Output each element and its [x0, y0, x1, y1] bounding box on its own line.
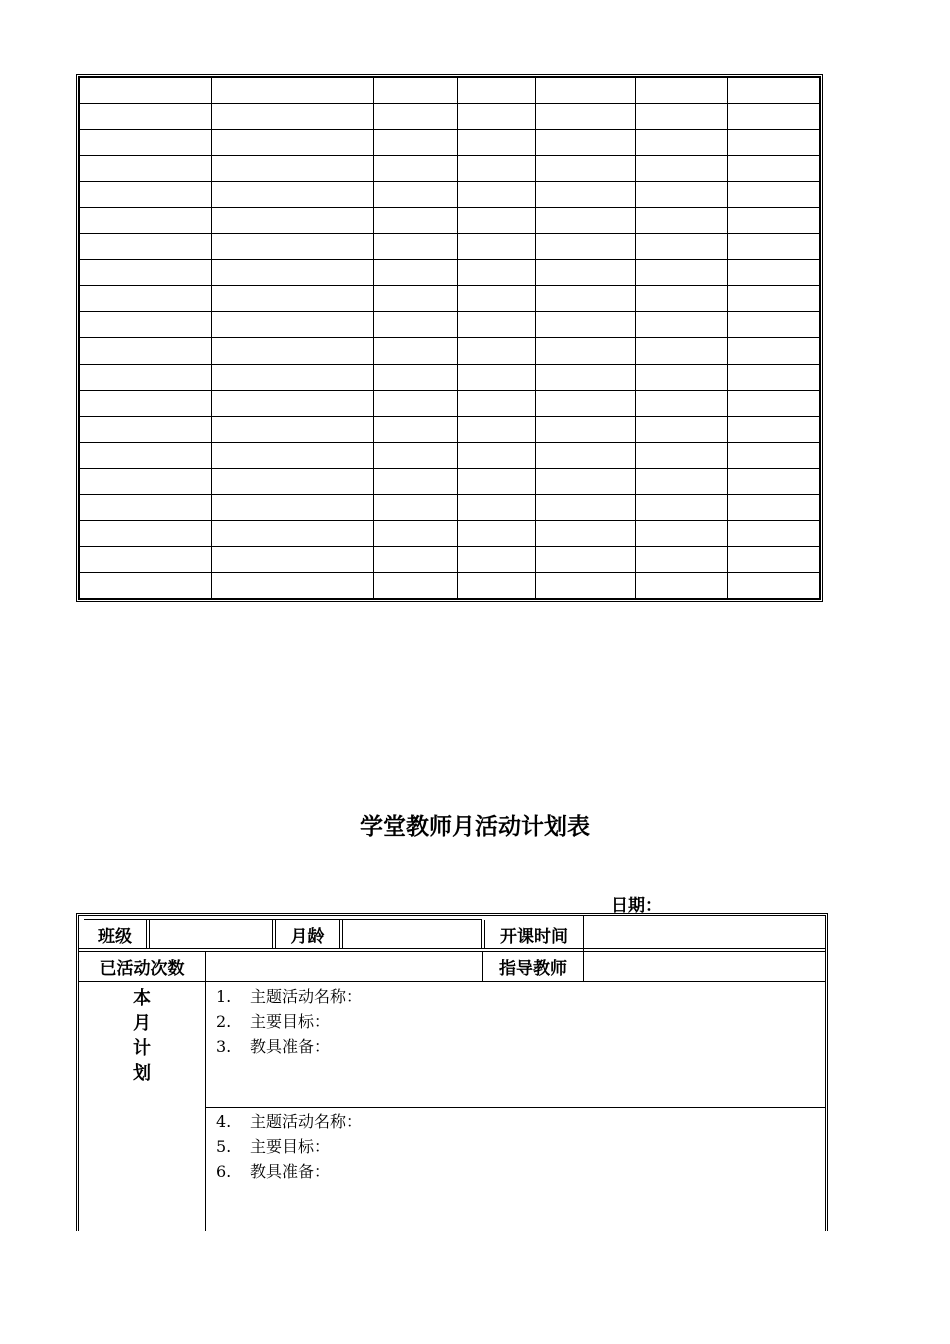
item-text: 主题活动名称： [250, 1112, 363, 1131]
table-cell[interactable] [458, 208, 536, 234]
table-cell[interactable] [212, 234, 374, 260]
table-cell[interactable] [80, 468, 212, 494]
table-row [80, 182, 820, 208]
item-text: 主题活动名称： [250, 987, 363, 1006]
table-row [80, 416, 820, 442]
table-cell[interactable] [458, 442, 536, 468]
table-cell[interactable] [458, 468, 536, 494]
class-field[interactable] [150, 920, 272, 948]
table-cell[interactable] [536, 286, 636, 312]
table-cell[interactable] [80, 286, 212, 312]
table-cell[interactable] [80, 78, 212, 104]
table-cell[interactable] [458, 338, 536, 364]
table-cell[interactable] [728, 234, 820, 260]
table-cell[interactable] [212, 156, 374, 182]
table-cell[interactable] [212, 182, 374, 208]
table-row [80, 572, 820, 598]
table-cell[interactable] [636, 208, 728, 234]
activity-count-label: 已活动次数 [99, 959, 185, 979]
plan-label-char: 计 [133, 1038, 151, 1059]
table-cell[interactable] [536, 546, 636, 572]
start-time-field[interactable] [584, 920, 824, 948]
list-item [216, 1159, 362, 1184]
table-cell[interactable] [374, 520, 458, 546]
table-cell[interactable] [80, 494, 212, 520]
list-item [216, 984, 362, 1009]
list-item [216, 1109, 362, 1134]
table-cell[interactable] [212, 546, 374, 572]
table-cell[interactable] [374, 572, 458, 598]
table-cell[interactable] [536, 156, 636, 182]
table-cell[interactable] [374, 390, 458, 416]
table-cell[interactable] [212, 416, 374, 442]
table-cell[interactable] [536, 78, 636, 104]
table-cell[interactable] [80, 234, 212, 260]
table-cell[interactable] [458, 78, 536, 104]
table-cell[interactable] [80, 390, 212, 416]
table-row [80, 390, 820, 416]
table-row [80, 130, 820, 156]
table-cell[interactable] [636, 416, 728, 442]
table-cell[interactable] [80, 208, 212, 234]
table-cell[interactable] [458, 130, 536, 156]
table-cell[interactable] [458, 572, 536, 598]
table-row [80, 208, 820, 234]
table-row [80, 546, 820, 572]
age-label: 月龄 [290, 926, 325, 947]
table-cell[interactable] [80, 156, 212, 182]
table-cell[interactable] [212, 130, 374, 156]
table-row [80, 520, 820, 546]
table-cell[interactable] [728, 572, 820, 598]
table-row [80, 156, 820, 182]
table-cell[interactable] [728, 494, 820, 520]
teacher-field[interactable] [584, 952, 824, 981]
table-cell[interactable] [636, 156, 728, 182]
table-cell[interactable] [80, 364, 212, 390]
table-cell[interactable] [536, 338, 636, 364]
table-cell[interactable] [374, 130, 458, 156]
table-cell[interactable] [536, 182, 636, 208]
table-row [80, 260, 820, 286]
table-cell[interactable] [728, 104, 820, 130]
table-cell[interactable] [374, 208, 458, 234]
plan-label-char: 月 [133, 1013, 151, 1034]
table-cell[interactable] [636, 520, 728, 546]
table-cell[interactable] [636, 312, 728, 338]
table-cell[interactable] [80, 260, 212, 286]
plan-label-char: 本 [133, 988, 151, 1009]
list-item [216, 1009, 362, 1034]
class-label: 班级 [98, 926, 132, 947]
table-cell[interactable] [80, 312, 212, 338]
table-cell[interactable] [636, 468, 728, 494]
table-cell[interactable] [636, 338, 728, 364]
table-cell[interactable] [458, 234, 536, 260]
table-cell[interactable] [536, 312, 636, 338]
table-cell[interactable] [728, 468, 820, 494]
table-cell[interactable] [374, 156, 458, 182]
table-cell[interactable] [536, 416, 636, 442]
rule [79, 948, 825, 949]
table-cell[interactable] [80, 546, 212, 572]
table-row [80, 364, 820, 390]
table-cell[interactable] [80, 182, 212, 208]
table-cell[interactable] [374, 312, 458, 338]
table-cell[interactable] [374, 494, 458, 520]
plan-label-char: 划 [133, 1063, 151, 1084]
table-cell[interactable] [212, 390, 374, 416]
table-cell[interactable] [374, 182, 458, 208]
rule [79, 981, 825, 982]
table-cell[interactable] [212, 364, 374, 390]
item-number: 5. [216, 1137, 232, 1156]
table-cell[interactable] [80, 572, 212, 598]
item-text: 主要目标： [250, 1137, 331, 1156]
table-cell[interactable] [458, 156, 536, 182]
table-cell[interactable] [458, 546, 536, 572]
table-cell[interactable] [212, 78, 374, 104]
table-cell[interactable] [212, 286, 374, 312]
table-cell[interactable] [536, 364, 636, 390]
table-cell[interactable] [728, 312, 820, 338]
table-cell[interactable] [636, 286, 728, 312]
table-cell[interactable] [728, 182, 820, 208]
table-cell[interactable] [536, 494, 636, 520]
table-cell[interactable] [728, 520, 820, 546]
table-cell[interactable] [374, 338, 458, 364]
table-cell[interactable] [728, 130, 820, 156]
rule [206, 1107, 825, 1108]
plan-block-2[interactable] [216, 1109, 362, 1184]
table-cell[interactable] [636, 546, 728, 572]
blank-record-grid [76, 74, 823, 602]
item-number: 1. [216, 987, 232, 1006]
table-row [80, 78, 820, 104]
table-cell[interactable] [536, 260, 636, 286]
table-cell[interactable] [536, 442, 636, 468]
item-number: 2. [216, 1012, 232, 1031]
table-row [80, 468, 820, 494]
table-cell[interactable] [80, 520, 212, 546]
form-title: 学堂教师月活动计划表 [360, 814, 590, 840]
table-cell[interactable] [536, 572, 636, 598]
table-cell[interactable] [80, 442, 212, 468]
table-cell[interactable] [374, 364, 458, 390]
table-cell[interactable] [536, 390, 636, 416]
table-cell[interactable] [458, 104, 536, 130]
table-cell[interactable] [80, 416, 212, 442]
table-cell[interactable] [536, 468, 636, 494]
table-cell[interactable] [212, 442, 374, 468]
table-cell[interactable] [374, 78, 458, 104]
table-row [80, 442, 820, 468]
plan-form [76, 913, 828, 1231]
table-cell[interactable] [728, 156, 820, 182]
item-number: 3. [216, 1037, 232, 1056]
table-cell[interactable] [458, 416, 536, 442]
table-row [80, 234, 820, 260]
table-cell[interactable] [458, 312, 536, 338]
table-cell[interactable] [636, 390, 728, 416]
table-cell[interactable] [636, 364, 728, 390]
table-cell[interactable] [536, 104, 636, 130]
rule [84, 919, 482, 920]
table-cell[interactable] [374, 468, 458, 494]
table-cell[interactable] [212, 260, 374, 286]
table-cell[interactable] [536, 208, 636, 234]
teacher-label: 指导教师 [499, 959, 567, 979]
table-cell[interactable] [458, 494, 536, 520]
table-row [80, 494, 820, 520]
item-number: 6. [216, 1162, 232, 1181]
table-cell[interactable] [212, 572, 374, 598]
table-cell[interactable] [636, 78, 728, 104]
table-cell[interactable] [374, 442, 458, 468]
table-cell[interactable] [636, 104, 728, 130]
table-cell[interactable] [374, 416, 458, 442]
table-cell[interactable] [374, 546, 458, 572]
table-cell[interactable] [636, 234, 728, 260]
table-cell[interactable] [212, 104, 374, 130]
table-cell[interactable] [212, 208, 374, 234]
table-cell[interactable] [458, 260, 536, 286]
table-row [80, 312, 820, 338]
table-cell[interactable] [636, 442, 728, 468]
table-row [80, 338, 820, 364]
table-cell[interactable] [212, 338, 374, 364]
table-cell[interactable] [728, 78, 820, 104]
table-cell[interactable] [458, 364, 536, 390]
table-cell[interactable] [374, 260, 458, 286]
table-cell[interactable] [536, 130, 636, 156]
table-cell[interactable] [374, 104, 458, 130]
plan-block-1[interactable] [216, 984, 362, 1059]
table-cell[interactable] [374, 286, 458, 312]
table-cell[interactable] [212, 494, 374, 520]
table-cell[interactable] [728, 416, 820, 442]
table-cell[interactable] [728, 286, 820, 312]
table-cell[interactable] [636, 130, 728, 156]
table-cell[interactable] [636, 494, 728, 520]
table-cell[interactable] [636, 572, 728, 598]
activity-count-field[interactable] [206, 952, 482, 981]
item-text: 教具准备： [250, 1037, 331, 1056]
table-cell[interactable] [458, 390, 536, 416]
blank-grid-table [79, 77, 820, 599]
item-text: 教具准备： [250, 1162, 331, 1181]
table-cell[interactable] [536, 520, 636, 546]
item-number: 4. [216, 1112, 232, 1131]
table-cell[interactable] [80, 130, 212, 156]
list-item [216, 1034, 362, 1059]
plan-vertical-label [132, 986, 152, 1086]
table-row [80, 104, 820, 130]
table-cell[interactable] [728, 208, 820, 234]
age-field[interactable] [343, 920, 481, 948]
table-cell[interactable] [728, 442, 820, 468]
table-row [80, 286, 820, 312]
divider [205, 952, 206, 1231]
table-cell[interactable] [458, 520, 536, 546]
date-label: 日期： [611, 896, 662, 916]
start-time-label: 开课时间 [500, 926, 568, 947]
table-cell[interactable] [728, 338, 820, 364]
table-cell[interactable] [458, 182, 536, 208]
table-cell[interactable] [80, 104, 212, 130]
table-cell[interactable] [458, 286, 536, 312]
item-text: 主要目标： [250, 1012, 331, 1031]
table-cell[interactable] [212, 312, 374, 338]
table-cell[interactable] [728, 364, 820, 390]
table-cell[interactable] [636, 182, 728, 208]
list-item [216, 1134, 362, 1159]
table-cell[interactable] [212, 520, 374, 546]
table-cell[interactable] [536, 234, 636, 260]
table-cell[interactable] [374, 234, 458, 260]
table-cell[interactable] [728, 546, 820, 572]
table-cell[interactable] [728, 390, 820, 416]
table-cell[interactable] [212, 468, 374, 494]
table-cell[interactable] [636, 260, 728, 286]
table-cell[interactable] [80, 338, 212, 364]
table-cell[interactable] [728, 260, 820, 286]
